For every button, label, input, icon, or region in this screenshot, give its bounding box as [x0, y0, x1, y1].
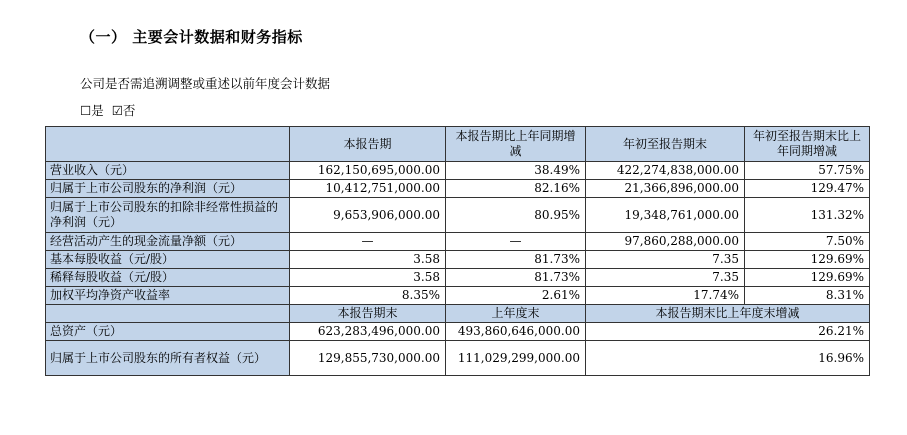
row-label: 总资产（元） [46, 323, 290, 341]
header-cell [46, 127, 290, 162]
table-row [46, 287, 870, 305]
cell-current-period: 3.58 [290, 269, 446, 287]
cell-period-change: — [446, 233, 586, 251]
restatement-question: 公司是否需追溯调整或重述以前年度会计数据 [80, 76, 331, 91]
cell-change: 16.96% [586, 341, 870, 376]
row-label: 基本每股收益（元/股） [46, 251, 290, 269]
header-cell: 本报告期末比上年度末增减 [586, 305, 870, 323]
cell-period-change: 82.16% [446, 180, 586, 198]
row-label: 加权平均净资产收益率 [46, 287, 290, 305]
cell-year-to-date: 7.35 [586, 251, 745, 269]
header-cell: 本报告期 [290, 127, 446, 162]
cell-year-to-date: 7.35 [586, 269, 745, 287]
cell-ytd-change: 131.32% [745, 198, 870, 233]
cell-year-to-date: 19,348,761,000.00 [586, 198, 745, 233]
cell-ytd-change: 129.69% [745, 269, 870, 287]
header-row [46, 127, 870, 162]
cell-ytd-change: 7.50% [745, 233, 870, 251]
table-row [46, 341, 870, 376]
row-label: 营业收入（元） [46, 162, 290, 180]
table-row [46, 162, 870, 180]
table-row [46, 269, 870, 287]
header-cell: 本报告期末 [290, 305, 446, 323]
cell-ytd-change: 57.75% [745, 162, 870, 180]
cell-current-period: 3.58 [290, 251, 446, 269]
restatement-choices [80, 101, 139, 119]
table-row [46, 233, 870, 251]
cell-year-to-date: 97,860,288,000.00 [586, 233, 745, 251]
row-label: 归属于上市公司股东的净利润（元） [46, 180, 290, 198]
cell-period-change: 81.73% [446, 251, 586, 269]
cell-ytd-change: 8.31% [745, 287, 870, 305]
header-row [46, 305, 870, 323]
header-cell: 年初至报告期末比上年同期增减 [745, 127, 870, 162]
header-cell: 本报告期比上年同期增减 [446, 127, 586, 162]
cell-current-period: 162,150,695,000.00 [290, 162, 446, 180]
cell-period-change: 81.73% [446, 269, 586, 287]
cell-current-period: 9,653,906,000.00 [290, 198, 446, 233]
cell-change: 26.21% [586, 323, 870, 341]
row-label: 经营活动产生的现金流量净额（元） [46, 233, 290, 251]
cell-prior-year-end: 111,029,299,000.00 [446, 341, 586, 376]
cell-period-change: 80.95% [446, 198, 586, 233]
choice-no[interactable]: ☑否 [111, 103, 136, 118]
section-title: （一） 主要会计数据和财务指标 [80, 28, 303, 46]
table-row [46, 251, 870, 269]
cell-current-period: 10,412,751,000.00 [290, 180, 446, 198]
row-label: 归属于上市公司股东的所有者权益（元） [46, 341, 290, 376]
cell-ytd-change: 129.69% [745, 251, 870, 269]
cell-period-change: 2.61% [446, 287, 586, 305]
cell-ytd-change: 129.47% [745, 180, 870, 198]
cell-year-to-date: 17.74% [586, 287, 745, 305]
choice-yes[interactable]: ☐是 [80, 103, 104, 118]
cell-prior-year-end: 493,860,646,000.00 [446, 323, 586, 341]
header-cell: 年初至报告期末 [586, 127, 745, 162]
row-label: 归属于上市公司股东的扣除非经常性损益的净利润（元） [46, 198, 290, 233]
cell-year-to-date: 21,366,896,000.00 [586, 180, 745, 198]
cell-period-end: 129,855,730,000.00 [290, 341, 446, 376]
cell-period-end: 623,283,496,000.00 [290, 323, 446, 341]
header-cell [46, 305, 290, 323]
header-cell: 上年度末 [446, 305, 586, 323]
financial-indicators-table [45, 126, 870, 376]
cell-current-period: 8.35% [290, 287, 446, 305]
cell-current-period: — [290, 233, 446, 251]
table-row [46, 323, 870, 341]
row-label: 稀释每股收益（元/股） [46, 269, 290, 287]
table-row [46, 180, 870, 198]
table-row [46, 198, 870, 233]
cell-year-to-date: 422,274,838,000.00 [586, 162, 745, 180]
cell-period-change: 38.49% [446, 162, 586, 180]
